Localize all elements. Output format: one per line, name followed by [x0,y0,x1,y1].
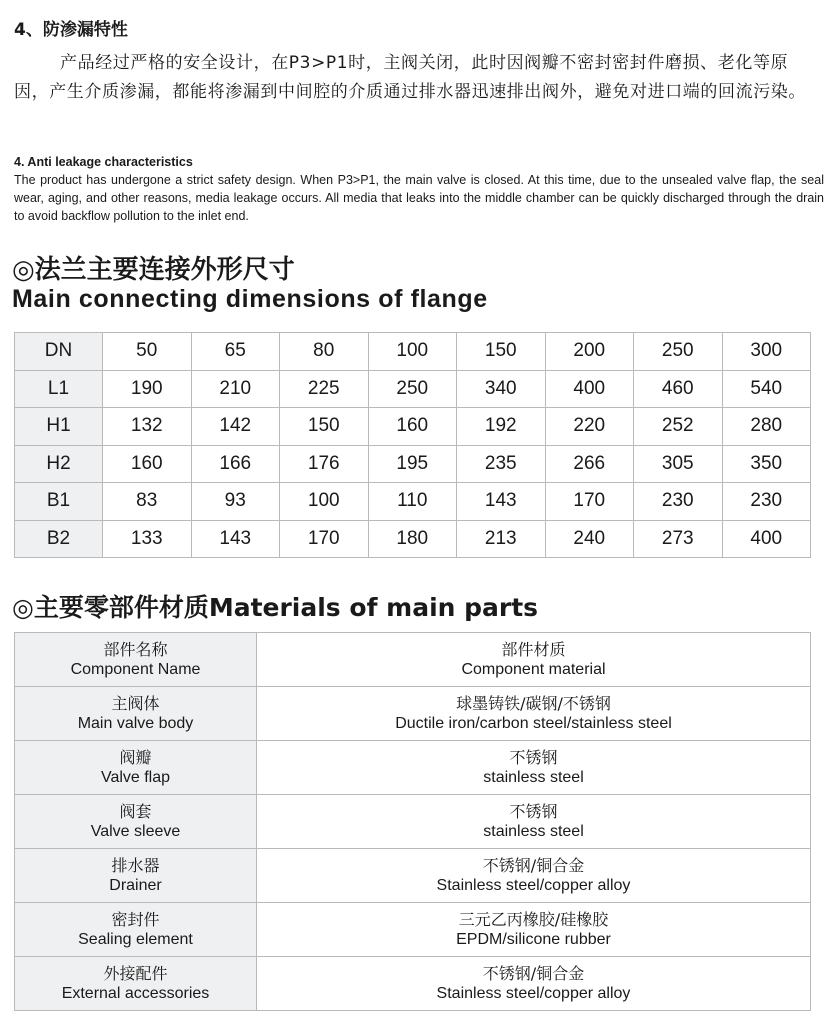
table-cell: 192 [457,408,546,446]
table-header-row [15,633,811,687]
component-name-cell [15,849,257,903]
table-cell: 195 [368,445,457,483]
table-cell: 100 [368,333,457,371]
table-row [15,483,811,521]
component-material-en: stainless steel [483,768,584,786]
table-cell: 93 [191,483,280,521]
table-cell: 252 [634,408,723,446]
table-cell: 160 [368,408,457,446]
table-cell: 460 [634,370,723,408]
table-row [15,741,811,795]
table-cell: 266 [545,445,634,483]
component-material-en: Component material [461,660,606,678]
table-cell: 176 [280,445,369,483]
component-material-cell [257,903,811,957]
table-cell: 132 [103,408,192,446]
table-cell: 400 [545,370,634,408]
table-cell: 225 [280,370,369,408]
component-material-en: Ductile iron/carbon steel/stainless steel [395,714,672,732]
table-cell: 133 [103,520,192,558]
table-cell: 340 [457,370,546,408]
table-cell: 250 [368,370,457,408]
table-cell: 210 [191,370,280,408]
component-name-cell [15,741,257,795]
table-cell: 250 [634,333,723,371]
table-cell: 143 [457,483,546,521]
component-name-cn: 密封件 [111,909,160,929]
component-material-en: Stainless steel/copper alloy [436,984,631,1002]
table-cell: 213 [457,520,546,558]
component-material-cn: 部件材质 [501,639,566,659]
component-name-cell [15,957,257,1011]
column-header-component-name [15,633,257,687]
table-cell: 170 [280,520,369,558]
component-name-cn: 主阀体 [111,693,160,713]
component-material-cn: 球墨铸铁/碳钢/不锈钢 [456,693,611,713]
anti-leak-paragraph-en: The product has undergone a strict safety design. When P3>P1, the main valve is closed. At this time, due to the unsealed valve flap, the seal wear, aging, and other reasons, media leakage occurs. All media that leaks into the middle chamber can be quickly discharged through the drain to avoid backflow pollution to the inlet end. [14,173,824,223]
anti-leak-paragraph-cn: 产品经过严格的安全设计，在P3>P1时，主阀关闭，此时因阀瓣不密封密封件磨损、老化等原因，产生介质渗漏，都能将渗漏到中间腔的介质通过排水器迅速排出阀外，避免对进口端的回流污染。 [14,53,806,102]
component-material-en: EPDM/silicone rubber [456,930,611,948]
table-row [15,687,811,741]
table-cell: 180 [368,520,457,558]
table-cell: 280 [722,408,811,446]
table-cell: 240 [545,520,634,558]
component-name-cn: 部件名称 [103,639,168,659]
table-cell: 166 [191,445,280,483]
table-cell: 400 [722,520,811,558]
component-material-cell [257,741,811,795]
table-cell: 83 [103,483,192,521]
table-cell: 100 [280,483,369,521]
row-label-b1: B1 [15,483,103,521]
table-cell: 305 [634,445,723,483]
table-row [15,520,811,558]
table-cell: 220 [545,408,634,446]
anti-leak-heading-cn: 4、防渗漏特性 [14,20,128,40]
component-material-cn: 不锈钢 [509,801,558,821]
component-name-cell [15,795,257,849]
table-cell: 235 [457,445,546,483]
component-material-cell [257,849,811,903]
table-cell: 65 [191,333,280,371]
flange-dimensions-table [14,332,811,558]
table-cell: 190 [103,370,192,408]
table-cell: 273 [634,520,723,558]
row-label-dn: DN [15,333,103,371]
component-name-en: Sealing element [78,930,193,948]
component-material-cell [257,687,811,741]
table-cell: 80 [280,333,369,371]
component-material-en: stainless steel [483,822,584,840]
component-material-cell [257,957,811,1011]
table-cell: 150 [280,408,369,446]
table-row [15,445,811,483]
table-cell: 350 [722,445,811,483]
component-name-en: Valve sleeve [90,822,181,840]
component-name-en: Component Name [70,660,201,678]
table-row [15,957,811,1011]
row-label-b2: B2 [15,520,103,558]
row-label-h2: H2 [15,445,103,483]
table-cell: 150 [457,333,546,371]
component-name-en: Drainer [109,876,162,894]
row-label-h1: H1 [15,408,103,446]
table-row [15,795,811,849]
row-label-l1: L1 [15,370,103,408]
table-row [15,903,811,957]
table-cell: 50 [103,333,192,371]
table-cell: 230 [722,483,811,521]
component-material-cn: 不锈钢/铜合金 [482,855,585,875]
table-cell: 160 [103,445,192,483]
component-material-en: Stainless steel/copper alloy [436,876,631,894]
component-name-cn: 阀瓣 [119,747,152,767]
component-name-cn: 排水器 [111,855,160,875]
table-cell: 142 [191,408,280,446]
table-row [15,333,811,371]
materials-title: ◎主要零部件材质Materials of main parts [12,593,539,622]
table-row [15,849,811,903]
flange-title-en: Main connecting dimensions of flange [12,285,488,313]
anti-leak-heading-en: 4. Anti leakage characteristics [14,155,193,169]
component-name-en: Main valve body [77,714,194,732]
column-header-component-material [257,633,811,687]
component-name-cell [15,903,257,957]
component-material-cn: 三元乙丙橡胶/硅橡胶 [458,909,609,929]
flange-title-cn: ◎法兰主要连接外形尺寸 [12,255,295,285]
component-name-cn: 阀套 [119,801,152,821]
table-cell: 170 [545,483,634,521]
table-cell: 200 [545,333,634,371]
table-row [15,408,811,446]
table-cell: 230 [634,483,723,521]
component-name-en: External accessories [61,984,210,1002]
component-name-cell [15,687,257,741]
component-material-cn: 不锈钢/铜合金 [482,963,585,983]
materials-table [14,632,811,1011]
table-cell: 540 [722,370,811,408]
component-name-cn: 外接配件 [103,963,168,983]
table-cell: 300 [722,333,811,371]
component-name-en: Valve flap [100,768,171,786]
table-row [15,370,811,408]
component-material-cell [257,795,811,849]
table-cell: 143 [191,520,280,558]
table-cell: 110 [368,483,457,521]
component-material-cn: 不锈钢 [509,747,558,767]
